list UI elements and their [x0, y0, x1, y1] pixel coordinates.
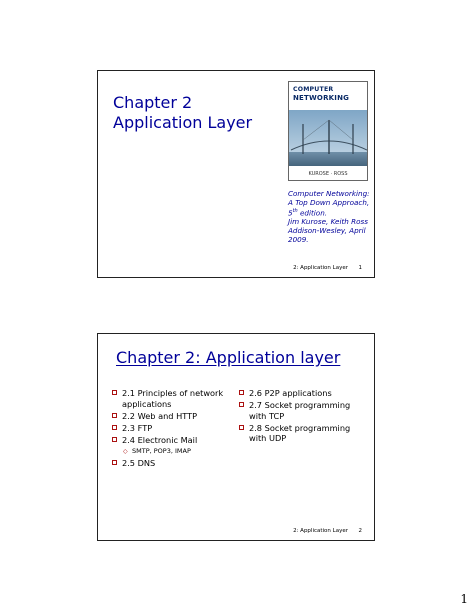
- square-outline-icon: [112, 425, 117, 430]
- book-cover-authors: KUROSE · ROSS: [308, 171, 348, 177]
- list-item-label: 2.3 FTP: [122, 422, 153, 433]
- square-outline-icon: [112, 437, 117, 442]
- list-item: [112, 423, 238, 434]
- list-item-label: 2.2 Web and HTTP: [122, 410, 198, 421]
- book-cover-towers-graphic: [289, 110, 368, 168]
- list-item-label: 2.8 Socket programming with UDP: [249, 422, 351, 443]
- list-item-label: 2.5 DNS: [122, 457, 156, 468]
- list-item-label: 2.7 Socket programming with TCP: [249, 400, 351, 421]
- square-outline-icon: [112, 460, 117, 465]
- right-topic-list: [239, 388, 369, 445]
- slide-1-title-line-2: Application Layer: [113, 113, 253, 132]
- slide-2-footer-number: 2: [358, 528, 362, 534]
- list-item: [239, 423, 369, 444]
- list-item-label: 2.6 P2P applications: [249, 388, 332, 398]
- citation-line-6: 2009.: [288, 235, 309, 245]
- page-number: 1: [460, 592, 468, 606]
- citation-line-5: Addison-Wesley, April: [288, 226, 366, 236]
- citation-edition-number: 5: [288, 208, 293, 218]
- book-cover-title-1: COMPUTER: [293, 86, 334, 93]
- square-outline-icon: [239, 402, 244, 407]
- slide-2: [97, 333, 375, 541]
- slide-1-title: [113, 93, 263, 133]
- citation-line-1: Computer Networking:: [288, 189, 370, 198]
- slide-1-footer-label: 2: Application Layer: [293, 265, 348, 271]
- citation-line-3: [288, 207, 374, 217]
- book-cover-image: [288, 81, 368, 181]
- list-item: [112, 435, 238, 446]
- list-item-label: 2.1 Principles of network applications: [122, 388, 224, 409]
- slide-2-title: Chapter 2: Application layer: [116, 348, 341, 367]
- citation-edition-word: edition.: [297, 208, 328, 218]
- square-outline-icon: [112, 390, 117, 395]
- sub-list-item: [112, 447, 238, 456]
- square-outline-icon: [239, 390, 244, 395]
- sub-list-item-label: SMTP, POP3, IMAP: [132, 446, 191, 455]
- citation-line-2: A Top Down Approach,: [288, 198, 370, 207]
- list-item: [112, 458, 238, 469]
- citation-edition-suffix: th: [292, 208, 298, 214]
- list-item: [112, 388, 238, 409]
- book-cover-title-2: NETWORKING: [293, 94, 350, 102]
- book-cover-footer: [289, 166, 367, 180]
- slide-1-title-line-1: Chapter 2: [113, 93, 193, 112]
- list-item-label: 2.4 Electronic Mail: [122, 434, 198, 445]
- citation-line-4: Jim Kurose, Keith Ross: [288, 217, 368, 227]
- square-outline-icon: [112, 413, 117, 418]
- slide-2-footer-label: 2: Application Layer: [293, 528, 348, 534]
- book-citation: [288, 189, 374, 244]
- square-outline-icon: [239, 425, 244, 430]
- slide-1-footer-number: 1: [358, 265, 362, 271]
- list-item: [112, 411, 238, 422]
- diamond-icon: ◇: [123, 447, 128, 455]
- list-item: [239, 400, 369, 421]
- slide-1: [97, 70, 375, 278]
- list-item: [239, 388, 369, 399]
- left-topic-list: [112, 388, 238, 470]
